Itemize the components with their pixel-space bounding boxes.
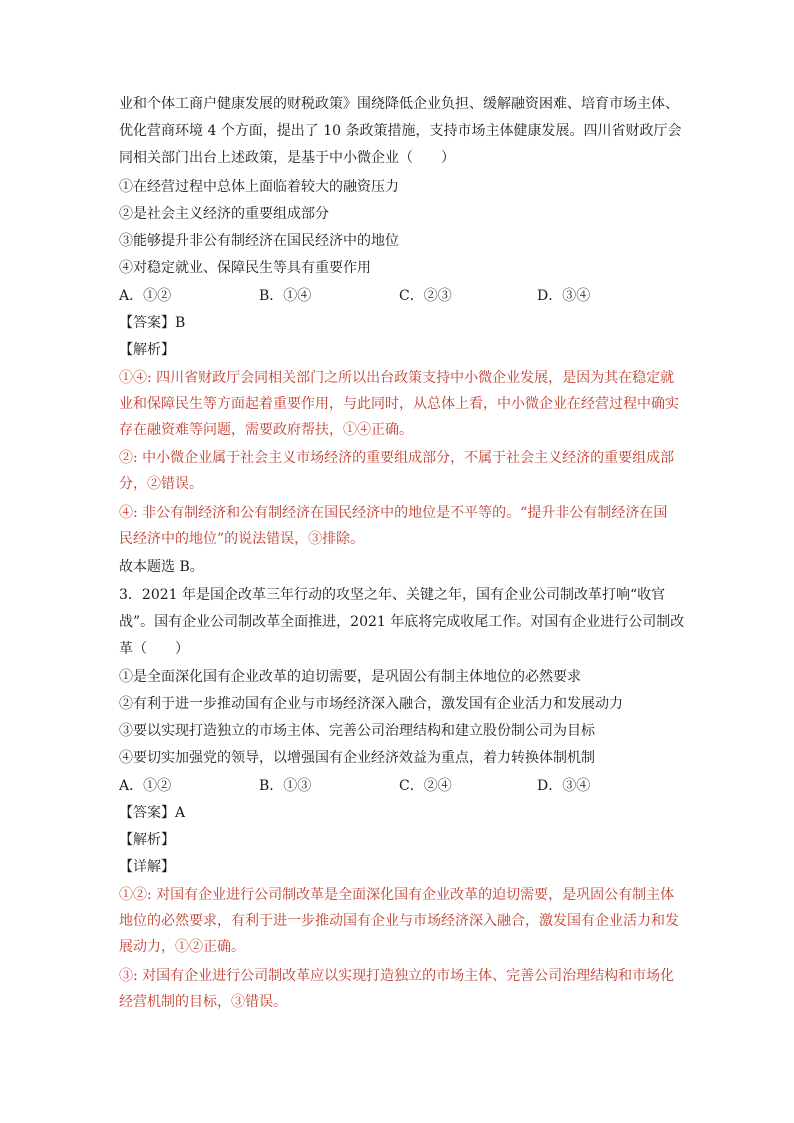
q2-item: ②是社会主义经济的重要组成部分 (119, 206, 329, 222)
q2-analysis-label: 【解析】 (119, 342, 175, 358)
q3-item: ③要以实现打造独立的市场主体、完善公司治理结构和建立股份制公司为目标 (119, 723, 595, 739)
q2-stem-line: 同相关部门出台上述政策，是基于中小微企业（ ） (119, 150, 455, 166)
q2-explanation-line: ②: 中小微企业属于社会主义市场经济的重要组成部分，不属于社会主义经济的重要组成部 (119, 450, 675, 466)
q3-stem-line: 3．2021 年是国企改革三年行动的攻坚之年、关键之年，国有企业公司制改革打响“收官 (119, 587, 666, 603)
q2-conclusion: 故本题选 B。 (119, 559, 204, 575)
q3-explanation-line: 地位的必然要求，有利于进一步推动国有企业与市场经济深入融合，激发国有企业活力和发 (119, 913, 679, 929)
choice-d: D．③④ (537, 288, 591, 304)
q2-explanation-line: 民经济中的地位”的说法错误，③排除。 (119, 531, 365, 547)
q3-item: ②有利于进一步推动国有企业与市场经济深入融合，激发国有企业活力和发展动力 (119, 696, 623, 712)
q3-explanation-line: ③: 对国有企业进行公司制改革应以实现打造独立的市场主体、完善公司治理结构和市场化 (119, 968, 675, 984)
explanation-mark: ③: (119, 968, 138, 984)
choice-d: D．③④ (537, 778, 591, 794)
q2-item: ①在经营过程中总体上面临着较大的融资压力 (119, 179, 399, 195)
explanation-mark: ④: (119, 505, 138, 521)
q3-explanation-line: 展动力，①②正确。 (119, 939, 245, 955)
q2-stem-line: 优化营商环境 4 个方面，提出了 10 条政策措施，支持市场主体健康发展。四川省财政厅会 (119, 123, 682, 139)
q3-explanation-line: 经营机制的目标，③错误。 (119, 994, 287, 1010)
explanation-mark: ①②: (119, 887, 152, 903)
choice-c: C．②④ (399, 778, 452, 794)
q2-explanation-line: 存在融资难等问题，需要政府帮扶，①④正确。 (119, 422, 413, 438)
choice-b: B．①③ (259, 778, 312, 794)
q3-stem-line: 战”。国有企业公司制改革全面推进，2021 年底将完成收尾工作。对国有企业进行公司制改 (119, 614, 685, 630)
q2-item: ④对稳定就业、保障民生等具有重要作用 (119, 260, 371, 276)
q2-explanation-line: 分，②错误。 (119, 476, 203, 492)
q3-stem-line: 革（ ） (119, 641, 189, 657)
q3-item: ①是全面深化国有企业改革的迫切需要，是巩固公有制主体地位的必然要求 (119, 669, 581, 685)
choice-a: A．①② (119, 288, 172, 304)
choice-b: B．①④ (259, 288, 312, 304)
q2-item: ③能够提升非公有制经济在国民经济中的地位 (119, 233, 399, 249)
q3-explanation-line: ①②: 对国有企业进行公司制改革是全面深化国有企业改革的迫切需要，是巩固公有制主体 (119, 887, 675, 903)
q3-answer: 【答案】A (119, 805, 186, 821)
q2-explanation-line: ①④: 四川省财政厅会同相关部门之所以出台政策支持中小微企业发展，是因为其在稳定就 (119, 370, 675, 386)
q3-detail-label: 【详解】 (119, 859, 175, 875)
explanation-mark: ①④: (119, 370, 152, 386)
q2-stem-line: 业和个体工商户健康发展的财税政策》围绕降低企业负担、缓解融资困难、培育市场主体、 (119, 96, 679, 112)
choice-a: A．①② (119, 778, 172, 794)
choice-c: C．②③ (399, 288, 452, 304)
q3-item: ④要切实加强党的领导，以增强国有企业经济效益为重点，着力转换体制机制 (119, 750, 595, 766)
q3-analysis-label: 【解析】 (119, 832, 175, 848)
q2-explanation-line: 业和保障民生等方面起着重要作用，与此同时，从总体上看，中小微企业在经营过程中确实 (119, 396, 679, 412)
q2-explanation-line: ④: 非公有制经济和公有制经济在国民经济中的地位是不平等的。“提升非公有制经济在国 (119, 505, 668, 521)
explanation-mark: ②: (119, 450, 138, 466)
q2-answer: 【答案】B (119, 315, 186, 331)
